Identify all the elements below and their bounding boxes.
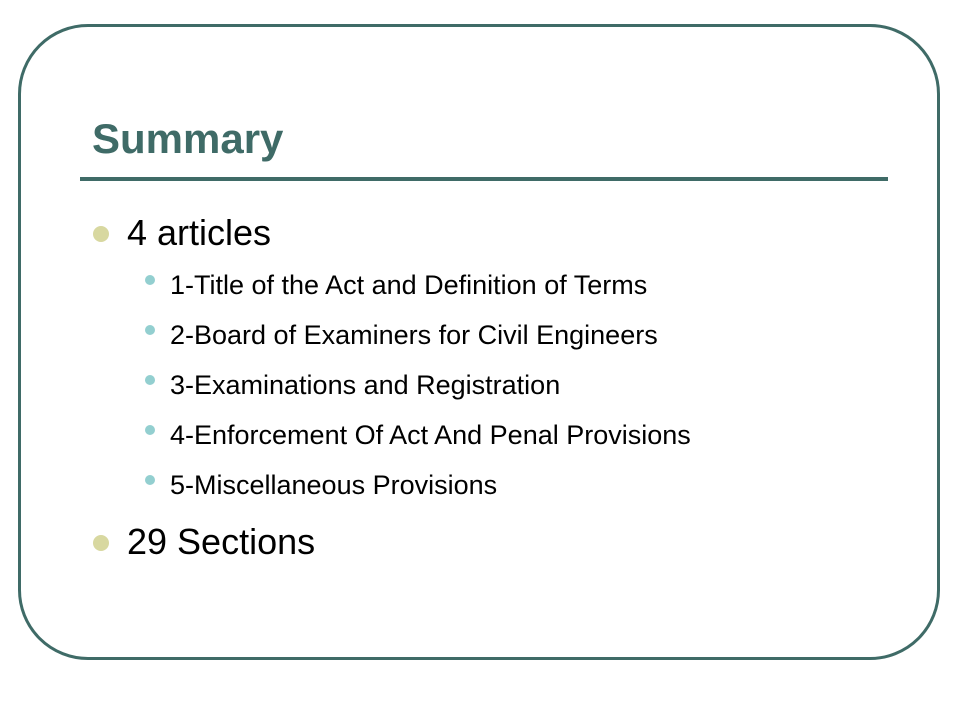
level2-bullet-icon bbox=[145, 475, 155, 485]
level2-bullet-icon bbox=[145, 325, 155, 335]
level1-bullet-icon bbox=[93, 535, 109, 551]
level2-bullet-icon bbox=[145, 275, 155, 285]
level1-bullet-icon bbox=[93, 226, 109, 242]
sub-bullet-text: 3-Examinations and Registration bbox=[170, 370, 561, 400]
sub-bullet-text: 1-Title of the Act and Definition of Terms bbox=[170, 270, 648, 300]
bullet-text: 29 Sections bbox=[127, 521, 316, 562]
slide-title: Summary bbox=[92, 115, 284, 162]
sub-bullet-text: 5-Miscellaneous Provisions bbox=[170, 470, 498, 500]
level2-bullet-icon bbox=[145, 425, 155, 435]
bullet-text: 4 articles bbox=[127, 212, 272, 253]
sub-bullet-text: 2-Board of Examiners for Civil Engineers bbox=[170, 320, 658, 350]
level2-bullet-icon bbox=[145, 375, 155, 385]
sub-bullet-text: 4-Enforcement Of Act And Penal Provisions bbox=[170, 420, 691, 450]
